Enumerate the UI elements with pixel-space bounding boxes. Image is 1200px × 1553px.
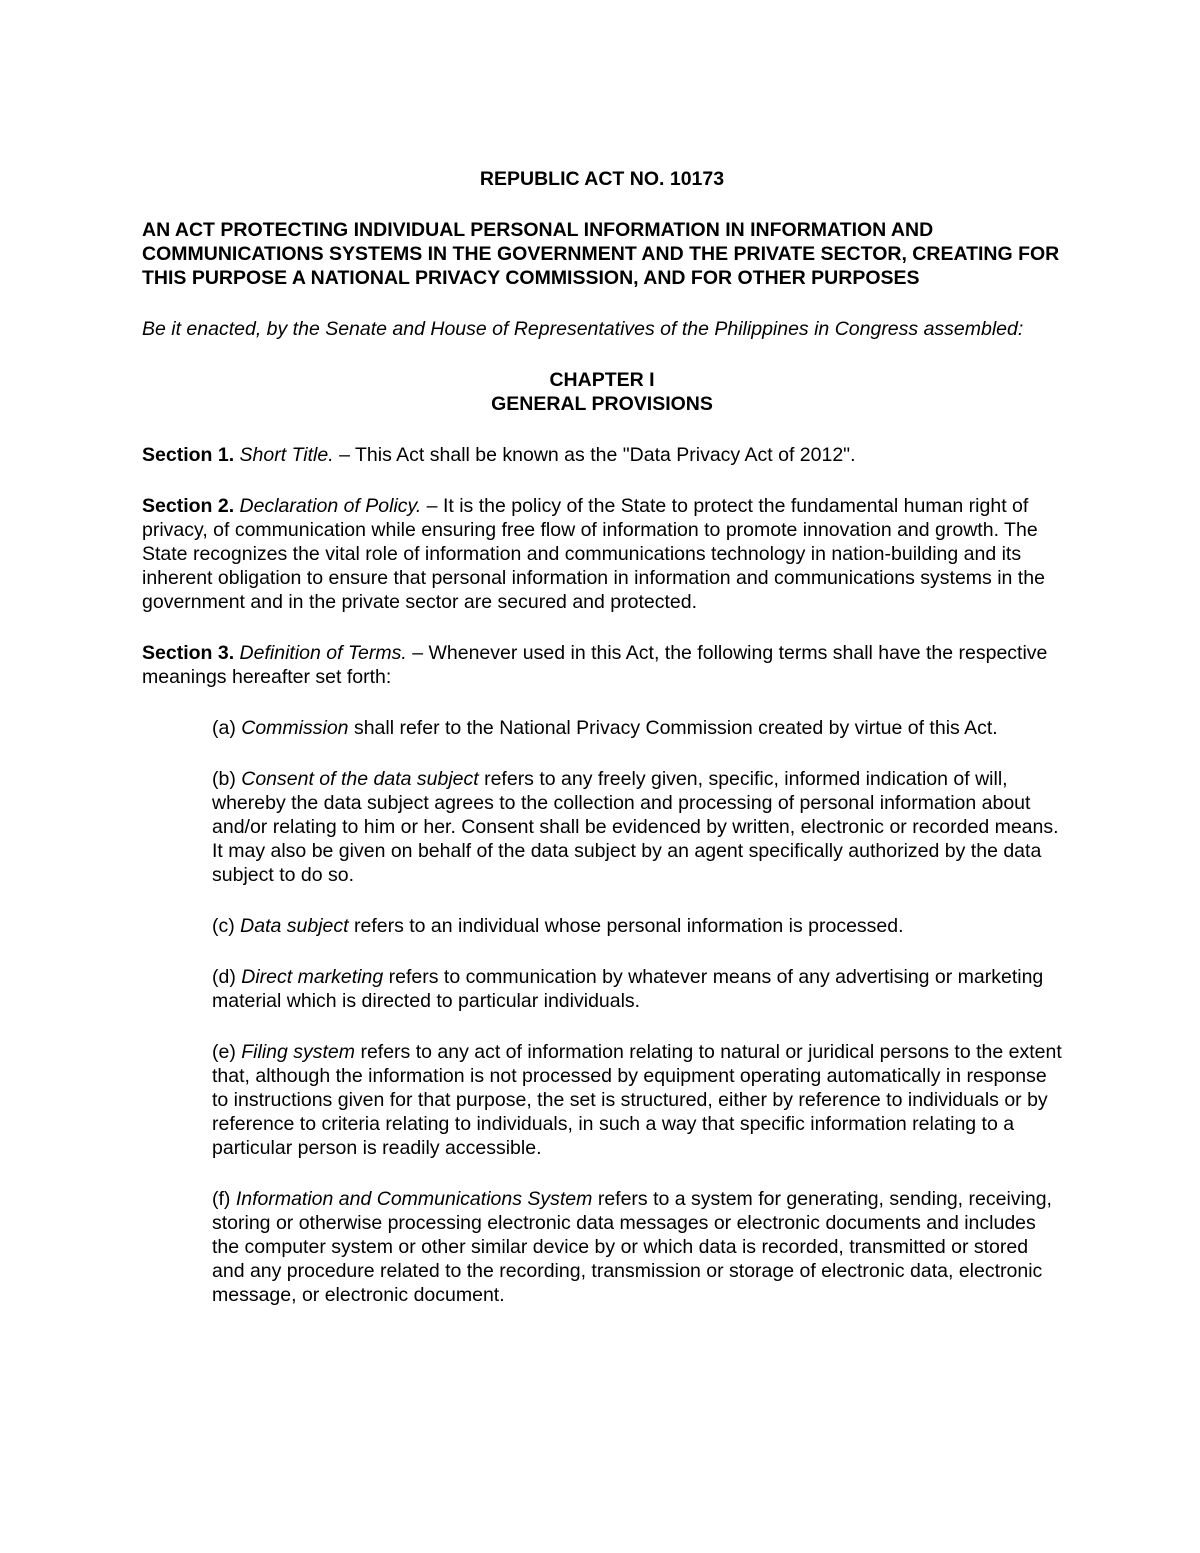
section-2 bbox=[142, 494, 1062, 614]
definition-term: Information and Communications System bbox=[235, 1188, 593, 1210]
definition-letter: (f) bbox=[212, 1188, 236, 1210]
definition-text: refers to communication by whatever means of any advertising or marketing material which is directed to particular individuals. bbox=[212, 966, 1044, 1012]
definition-term: Consent of the data subject bbox=[241, 768, 479, 790]
definition-letter: (d) bbox=[212, 966, 242, 988]
section-1 bbox=[142, 443, 1062, 467]
definition-text: refers to any act of information relating to natural or juridical persons to the extent that, although the information is not processed by equipment operating automatically in response to instructions given for that purpose, the set is structured, either by reference to individuals or by reference to criteria relating to individuals, in such a way that specific information relating to a particular person is readily accessible. bbox=[212, 1041, 1062, 1159]
section-text: – Whenever used in this Act, the following terms shall have the respective meanings hereafter set forth: bbox=[142, 642, 1048, 688]
definition-letter: (b) bbox=[212, 768, 242, 790]
definition-term: Direct marketing bbox=[241, 966, 384, 988]
section-heading: Definition of Terms. bbox=[239, 642, 407, 664]
act-long-title: AN ACT PROTECTING INDIVIDUAL PERSONAL INFORMATION IN INFORMATION AND COMMUNICATIONS SYSTEMS IN THE GOVERNMENT AND THE PRIVATE SECTOR, CREATING FOR THIS PURPOSE A NATIONAL PRIVACY COMMISSION, AND FOR OTHER PURPOSES bbox=[142, 219, 1060, 289]
definition-letter: (a) bbox=[212, 717, 242, 739]
definition-term: Data subject bbox=[240, 915, 349, 937]
definition-letter: (c) bbox=[212, 915, 241, 937]
act-title: REPUBLIC ACT NO. 10173 bbox=[479, 168, 725, 190]
section-text: – This Act shall be known as the "Data Privacy Act of 2012". bbox=[333, 444, 856, 466]
section-label: Section 1. bbox=[142, 444, 235, 466]
section-text: – It is the policy of the State to protect the fundamental human right of privacy, of communication while ensuring free flow of information to promote innovation and growth. The State recognizes the vital role of information and communications technology in nation-building and its inherent obligation to ensure that personal information in information and communications systems in the government and in the private sector are secured and protected. bbox=[142, 495, 1045, 613]
section-label: Section 3. bbox=[142, 642, 235, 664]
chapter-number: CHAPTER I bbox=[549, 369, 655, 391]
definition-f bbox=[212, 1187, 1062, 1307]
section-heading: Declaration of Policy. bbox=[239, 495, 422, 517]
definition-text: refers to an individual whose personal information is processed. bbox=[348, 915, 904, 937]
definition-b bbox=[212, 767, 1062, 887]
definition-c bbox=[212, 914, 1062, 938]
definition-text: shall refer to the National Privacy Commission created by virtue of this Act. bbox=[348, 717, 998, 739]
definition-d bbox=[212, 965, 1062, 1013]
section-heading: Short Title. bbox=[239, 444, 334, 466]
chapter-name: GENERAL PROVISIONS bbox=[491, 393, 713, 415]
definition-text: refers to a system for generating, sending, receiving, storing or otherwise processing electronic data messages or electronic documents and includes the computer system or other similar device by or which data is recorded, transmitted or stored and any procedure related to the recording, transmission or storage of electronic data, electronic message, or electronic document. bbox=[212, 1188, 1052, 1306]
chapter-heading bbox=[142, 368, 1062, 416]
definition-e bbox=[212, 1040, 1062, 1160]
document-page bbox=[142, 167, 1062, 1307]
section-label: Section 2. bbox=[142, 495, 235, 517]
enacting-clause: Be it enacted, by the Senate and House of Representatives of the Philippines in Congress assembled: bbox=[142, 318, 1024, 340]
definition-text: refers to any freely given, specific, informed indication of will, whereby the data subject agrees to the collection and processing of personal information about and/or relating to him or her. Consent shall be evidenced by written, electronic or recorded means. It may also be given on behalf of the data subject by an agent specifically authorized by the data subject to do so. bbox=[212, 768, 1059, 886]
definition-a bbox=[212, 716, 1062, 740]
definition-term: Filing system bbox=[241, 1041, 356, 1063]
definition-term: Commission bbox=[241, 717, 349, 739]
section-3 bbox=[142, 641, 1062, 689]
definition-letter: (e) bbox=[212, 1041, 242, 1063]
